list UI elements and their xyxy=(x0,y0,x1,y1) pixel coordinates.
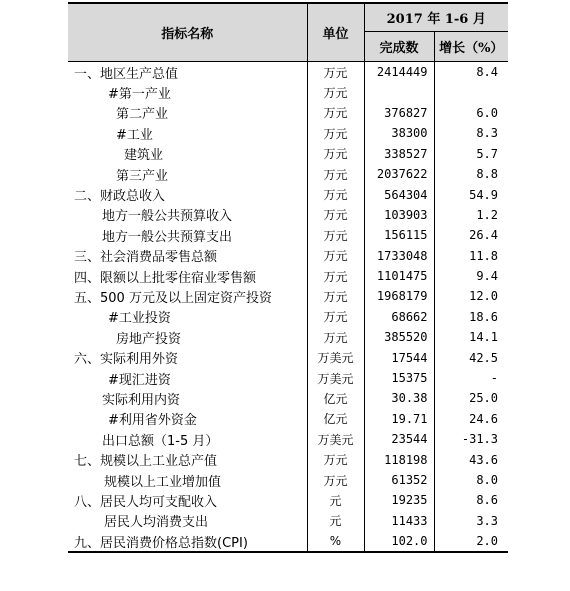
row-unit: 万元 xyxy=(307,164,364,184)
row-value: 30.38 xyxy=(364,388,434,408)
header-name: 指标名称 xyxy=(68,3,307,62)
row-unit: 万美元 xyxy=(307,429,364,449)
row-unit: 万元 xyxy=(307,123,364,143)
row-unit: 万美元 xyxy=(307,368,364,388)
row-name: 四、限额以上批零住宿业零售额 xyxy=(74,270,257,286)
row-value: 2414449 xyxy=(364,62,434,83)
row-name: 规模以上工业增加值 xyxy=(104,474,222,490)
row-name: 居民人均消费支出 xyxy=(104,515,209,531)
table-row xyxy=(68,123,508,143)
row-name: 三、社会消费品零售总额 xyxy=(74,250,218,266)
row-unit: 万元 xyxy=(307,449,364,469)
row-value: 17544 xyxy=(364,347,434,367)
table-row xyxy=(68,531,508,552)
row-growth: 25.0 xyxy=(469,391,498,406)
header-unit: 单位 xyxy=(307,3,364,62)
row-value: 1101475 xyxy=(364,266,434,286)
row-growth: 8.4 xyxy=(476,65,498,80)
row-unit: % xyxy=(307,531,364,552)
row-value: 385520 xyxy=(364,327,434,347)
table-row xyxy=(68,246,508,266)
row-growth: 5.7 xyxy=(476,146,498,161)
row-value: 68662 xyxy=(364,307,434,327)
row-value: 23544 xyxy=(364,429,434,449)
row-name: #工业投资 xyxy=(108,311,171,327)
row-unit: 万元 xyxy=(307,470,364,490)
row-unit: 万元 xyxy=(307,225,364,245)
row-value xyxy=(364,82,434,102)
table-row xyxy=(68,82,508,102)
row-growth: 24.6 xyxy=(469,411,498,426)
row-value: 15375 xyxy=(364,368,434,388)
row-name: 五、500 万元及以上固定资产投资 xyxy=(74,290,272,306)
row-unit: 万元 xyxy=(307,246,364,266)
row-growth: 42.5 xyxy=(469,350,498,365)
row-unit: 万元 xyxy=(307,184,364,204)
table-row xyxy=(68,470,508,490)
row-value: 11433 xyxy=(364,511,434,531)
row-growth: - xyxy=(490,371,498,386)
row-value: 103903 xyxy=(364,205,434,225)
table-row xyxy=(68,103,508,123)
row-name: 二、财政总收入 xyxy=(74,189,166,205)
row-unit: 亿元 xyxy=(307,388,364,408)
row-unit: 元 xyxy=(307,490,364,510)
table-row xyxy=(68,429,508,449)
row-value: 1968179 xyxy=(364,286,434,306)
row-value: 338527 xyxy=(364,144,434,164)
table-row xyxy=(68,225,508,245)
row-growth: 6.0 xyxy=(476,105,498,120)
header-period: 2017 年 1-6 月 xyxy=(364,3,508,32)
row-unit: 万元 xyxy=(307,144,364,164)
row-unit: 万元 xyxy=(307,103,364,123)
row-name: 房地产投资 xyxy=(116,331,182,347)
row-name: 出口总额（1-5 月） xyxy=(102,433,219,449)
row-name: 九、居民消费价格总指数(CPI) xyxy=(68,531,307,552)
table-row xyxy=(68,409,508,429)
row-growth: 8.0 xyxy=(476,473,498,487)
row-unit: 万元 xyxy=(307,327,364,347)
row-name: #第一产业 xyxy=(108,87,171,103)
row-growth: 26.4 xyxy=(469,228,498,243)
header-value: 完成数 xyxy=(364,32,434,62)
table-row xyxy=(68,327,508,347)
row-unit: 亿元 xyxy=(307,409,364,429)
table-row xyxy=(68,368,508,388)
row-name: 地方一般公共预算支出 xyxy=(102,229,233,245)
row-unit: 元 xyxy=(307,511,364,531)
table-row xyxy=(68,490,508,510)
row-value: 564304 xyxy=(364,184,434,204)
table-row xyxy=(68,286,508,306)
table-row xyxy=(68,307,508,327)
row-name: 一、地区生产总值 xyxy=(74,66,179,82)
table-body xyxy=(68,62,508,553)
row-value: 19.71 xyxy=(364,409,434,429)
row-value: 156115 xyxy=(364,225,434,245)
row-growth: -31.3 xyxy=(461,432,498,447)
row-value: 1733048 xyxy=(364,246,434,266)
row-value: 102.0 xyxy=(364,531,434,552)
table-row xyxy=(68,388,508,408)
header-growth: 增长（%） xyxy=(434,32,508,62)
table-row xyxy=(68,347,508,367)
row-value: 118198 xyxy=(364,449,434,469)
row-name: 七、规模以上工业总产值 xyxy=(74,454,218,470)
row-name: #现汇进资 xyxy=(108,372,171,388)
row-growth: 8.3 xyxy=(476,126,498,141)
row-value: 19235 xyxy=(364,490,434,510)
table-row xyxy=(68,205,508,225)
row-unit: 万元 xyxy=(307,82,364,102)
row-name: #工业 xyxy=(116,127,153,143)
row-name: 第三产业 xyxy=(116,168,169,184)
row-unit: 万元 xyxy=(307,307,364,327)
table-row xyxy=(68,511,508,531)
table-row xyxy=(68,266,508,286)
row-growth: 14.1 xyxy=(469,330,498,345)
row-unit: 万元 xyxy=(307,62,364,83)
row-name: 建筑业 xyxy=(124,148,164,164)
row-name: 八、居民人均可支配收入 xyxy=(74,494,218,510)
row-growth: 2.0 xyxy=(434,531,508,552)
row-unit: 万元 xyxy=(307,266,364,286)
row-name: 六、实际利用外资 xyxy=(74,352,179,368)
row-growth: 8.6 xyxy=(476,493,498,508)
row-value: 2037622 xyxy=(364,164,434,184)
row-unit: 万元 xyxy=(307,286,364,306)
row-name: 第二产业 xyxy=(116,107,169,123)
table-row xyxy=(68,184,508,204)
row-value: 61352 xyxy=(364,470,434,490)
table-row xyxy=(68,164,508,184)
row-growth: 11.8 xyxy=(469,248,498,263)
row-growth xyxy=(434,82,508,102)
row-value: 38300 xyxy=(364,123,434,143)
table-row xyxy=(68,144,508,164)
statistics-table xyxy=(68,2,508,553)
row-growth: 9.4 xyxy=(476,269,498,284)
row-growth: 43.6 xyxy=(469,452,498,467)
row-name: 地方一般公共预算收入 xyxy=(102,209,233,225)
row-value: 376827 xyxy=(364,103,434,123)
row-name: 实际利用内资 xyxy=(102,392,181,408)
row-growth: 8.8 xyxy=(476,167,498,182)
row-unit: 万美元 xyxy=(307,347,364,367)
row-growth: 54.9 xyxy=(469,187,498,202)
row-growth: 3.3 xyxy=(476,513,498,528)
row-unit: 万元 xyxy=(307,205,364,225)
row-name: #利用省外资金 xyxy=(108,413,197,429)
row-growth: 12.0 xyxy=(469,289,498,304)
row-growth: 1.2 xyxy=(476,207,498,222)
table-row xyxy=(68,62,508,83)
row-growth: 18.6 xyxy=(469,309,498,324)
table-row xyxy=(68,449,508,469)
